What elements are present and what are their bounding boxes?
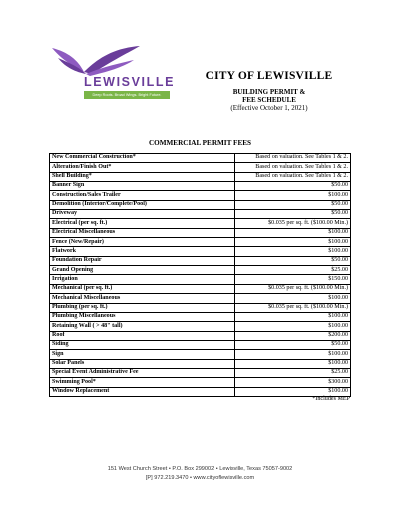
fee-name: Construction/Sales Trailer [50,191,235,200]
fee-amount: $100.00 [235,312,351,321]
fee-name: Alteration/Finish Out* [50,163,235,172]
fee-amount: $25.00 [235,368,351,377]
city-logo [44,38,178,118]
footnote: *Includes MEP [312,396,350,402]
table-row [50,312,351,321]
table-row [50,368,351,377]
fee-table [49,153,351,397]
table-row [50,331,351,340]
fee-amount: $100.00 [235,191,351,200]
fee-amount: $0.035 per sq. ft. ($100.00 Min.) [235,303,351,312]
fee-amount: $200.00 [235,331,351,340]
fee-amount: $50.00 [235,200,351,209]
table-row [50,182,351,191]
table-row [50,191,351,200]
table-row [50,359,351,368]
fee-amount: $50.00 [235,256,351,265]
fee-amount: $100.00 [235,247,351,256]
table-row [50,210,351,219]
fee-amount: $50.00 [235,340,351,349]
fee-name: Driveway [50,210,235,219]
fee-name: Retaining Wall ( > 48" tall) [50,322,235,331]
table-row [50,228,351,237]
table-row [50,284,351,293]
fee-name: Plumbing (per sq. ft.) [50,303,235,312]
fee-name: Flatwork [50,247,235,256]
fee-amount: $0.035 per sq. ft. ($100.00 Min.) [235,219,351,228]
fee-name: Siding [50,340,235,349]
table-row [50,266,351,275]
fee-amount: $100.00 [235,350,351,359]
fee-amount: $25.00 [235,266,351,275]
fee-amount: $100.00 [235,322,351,331]
fee-amount: $100.00 [235,387,351,396]
table-row [50,247,351,256]
city-title: CITY OF LEWISVILLE [205,70,333,82]
fee-name: Demolition (Interior/Complete/Pool) [50,200,235,209]
fee-name: New Commercial Construction* [50,154,235,163]
fee-name: Swimming Pool* [50,378,235,387]
table-row [50,303,351,312]
fee-amount: $50.00 [235,210,351,219]
fee-name: Electrical Miscellaneous [50,228,235,237]
footer-address: 151 West Church Street • P.O. Box 299002 • Lewisville, Texas 75057-9002 [107,466,293,472]
fee-amount: $100.00 [235,228,351,237]
footer-contact: [P] 972.219.3470 • www.cityoflewisville.com [145,475,255,481]
fee-amount: $50.00 [235,182,351,191]
table-row [50,387,351,396]
fee-amount: Based on valuation. See Tables 1 & 2. [235,172,351,181]
fee-name: Electrical (per sq. ft.) [50,219,235,228]
table-row [50,294,351,303]
fee-name: Mechanical Miscellaneous [50,294,235,303]
fee-amount: $100.00 [235,359,351,368]
fee-amount: $100.00 [235,238,351,247]
fee-name: Banner Sign [50,182,235,191]
fee-name: Irrigation [50,275,235,284]
fee-name: Sign [50,350,235,359]
fee-name: Solar Panels [50,359,235,368]
table-row [50,378,351,387]
logo-wordmark: LEWISVILLE [84,75,175,89]
doc-title-line1: BUILDING PERMIT & [232,88,306,96]
fee-name: Mechanical (per sq. ft.) [50,284,235,293]
fee-amount: $100.00 [235,294,351,303]
fee-amount: $0.035 per sq. ft. ($100.00 Min.) [235,284,351,293]
table-row [50,172,351,181]
fee-amount: $300.00 [235,378,351,387]
fee-name: Special Event Administrative Fee [50,368,235,377]
fee-name: Fence (New/Repair) [50,238,235,247]
logo-tagline: Deep Roots. Broad Wings. Bright Future. [84,91,170,99]
section-title: COMMERCIAL PERMIT FEES [148,139,252,147]
fee-table-body [50,154,351,397]
effective-date: (Effective October 1, 2021) [230,104,308,112]
table-row [50,163,351,172]
table-row [50,340,351,349]
fee-name: Plumbing Miscellaneous [50,312,235,321]
table-row [50,154,351,163]
fee-name: Roof [50,331,235,340]
fee-amount: Based on valuation. See Tables 1 & 2. [235,163,351,172]
fee-name: Window Replacement [50,387,235,396]
table-row [50,238,351,247]
table-row [50,275,351,284]
fee-name: Shell Building* [50,172,235,181]
fee-amount: $150.00 [235,275,351,284]
table-row [50,256,351,265]
fee-name: Grand Opening [50,266,235,275]
table-row [50,322,351,331]
table-row [50,219,351,228]
table-row [50,350,351,359]
doc-title-line2: FEE SCHEDULE [242,96,296,104]
table-row [50,200,351,209]
fee-amount: Based on valuation. See Tables 1 & 2. [235,154,351,163]
fee-name: Foundation Repair [50,256,235,265]
